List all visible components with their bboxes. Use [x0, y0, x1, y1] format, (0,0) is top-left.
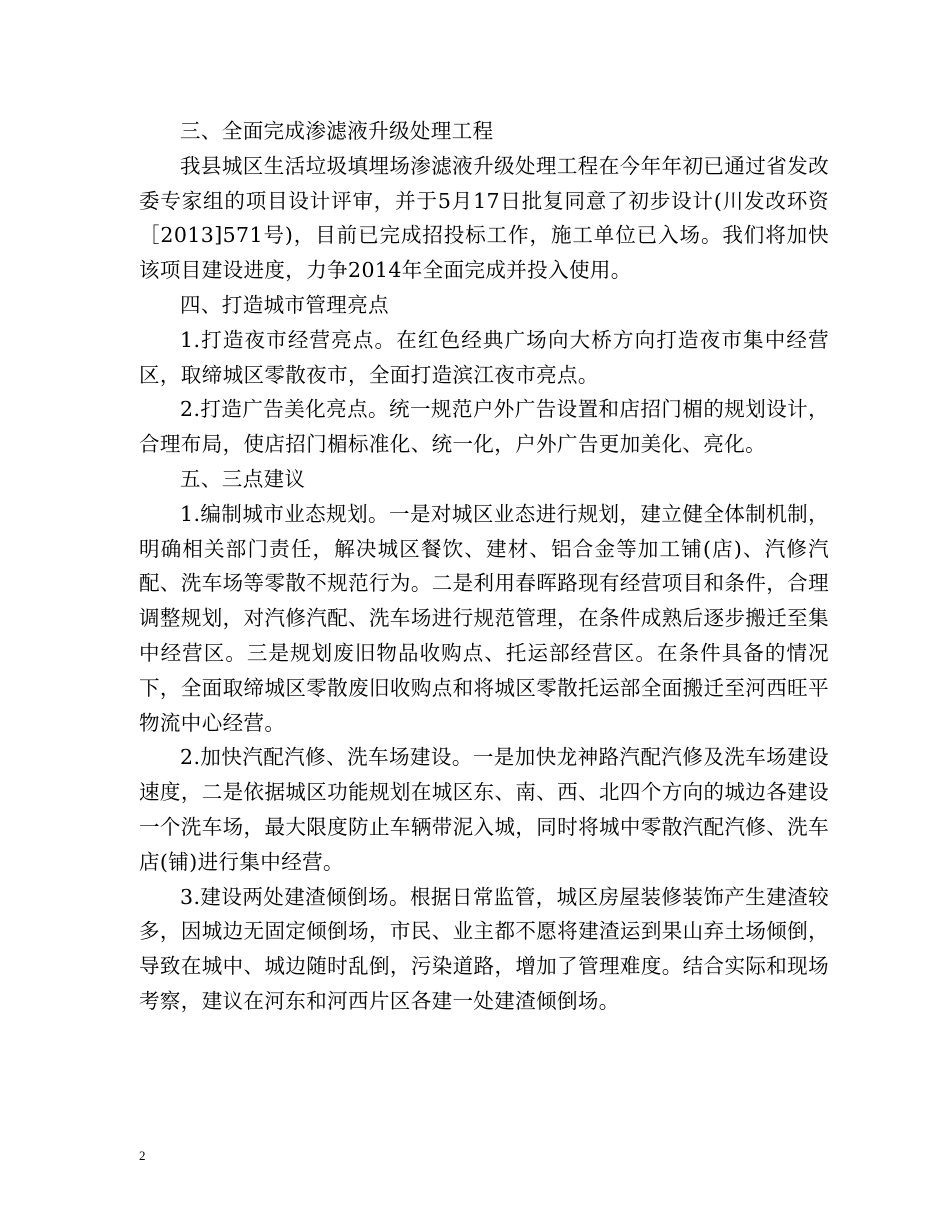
body-paragraph: 1.打造夜市经营亮点。在红色经典广场向大桥方向打造夜市集中经营区，取缔城区零散夜市，全面打造滨江夜市亮点。 [139, 327, 829, 387]
body-paragraph: 2.加快汽配汽修、洗车场建设。一是加快龙神路汽配汽修及洗车场建设速度，二是依据城区功能规划在城区东、南、西、北四个方向的城边各建设一个洗车场，最大限度防止车辆带泥入城，同时将城中零散汽配汽修、洗车店(铺)进行集中经营。 [139, 745, 829, 874]
body-paragraph: 2.打造广告美化亮点。统一规范户外广告设置和店招门楣的规划设计，合理布局，使店招门楣标准化、统一化，户外广告更加美化、亮化。 [139, 397, 829, 457]
section-heading-3: 三、全面完成渗滤液升级处理工程 [180, 119, 494, 143]
section-heading-5: 五、三点建议 [180, 466, 306, 491]
body-paragraph: 3.建设两处建渣倾倒场。根据日常监管，城区房屋装修装饰产生建渣较多，因城边无固定倾倒场，市民、业主都不愿将建渣运到果山弃土场倾倒，导致在城中、城边随时乱倒，污染道路，增加了管理难度。结合实际和现场考察，建议在河东和河西片区各建一处建渣倾倒场。 [139, 884, 829, 1013]
document-body [139, 114, 829, 1019]
section-heading-4: 四、打造城市管理亮点 [180, 292, 389, 317]
page-number: 2 [139, 1148, 146, 1163]
body-paragraph: 我县城区生活垃圾填埋场渗滤液升级处理工程在今年年初已通过省发改委专家组的项目设计评审，并于5月17日批复同意了初步设计(川发改环资［2013]571号)，目前已完成招投标工作，施工单位已入场。我们将加快该项目建设进度，力争2014年全面完成并投入使用。 [139, 153, 829, 283]
body-paragraph: 1.编制城市业态规划。一是对城区业态进行规划，建立健全体制机制，明确相关部门责任，解决城区餐饮、建材、铝合金等加工铺(店)、汽修汽配、洗车场等零散不规范行为。二是利用春晖路现有经营项目和条件，合理调整规划，对汽修汽配、洗车场进行规范管理，在条件成熟后逐步搬迁至集中经营区。三是规划废旧物品收购点、托运部经营区。在条件具备的情况下，全面取缔城区零散废旧收购点和将城区零散托运部全面搬迁至河西旺平物流中心经营。 [139, 501, 829, 735]
